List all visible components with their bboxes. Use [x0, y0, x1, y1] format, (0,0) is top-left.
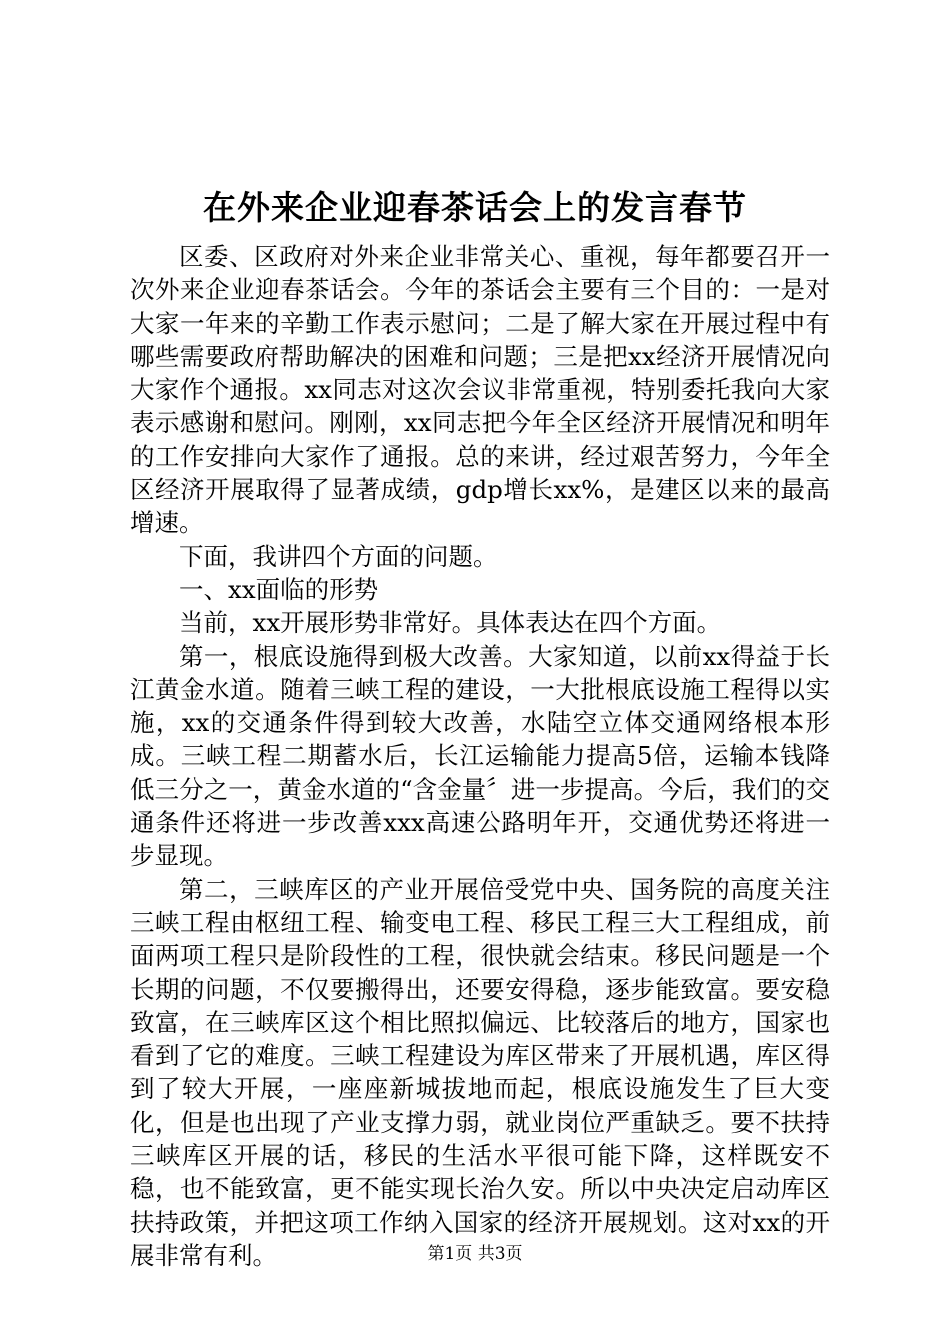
- paragraph-intro: 区委、区政府对外来企业非常关心、重视，每年都要召开一次外来企业迎春茶话会。今年的茶话会主要有三个目的：一是对大家一年来的辛勤工作表示慰问；二是了解大家在开展过程中有哪些需要政府帮助解决的困难和问题；三是把xx经济开展情况向大家作个通报。xx同志对这次会议非常重视，特别委托我向大家表示感谢和慰问。刚刚，xx同志把今年全区经济开展情况和明年的工作安排向大家作了通报。总的来讲，经过艰苦努力，今年全区经济开展取得了显著成绩，gdp增长xx%，是建区以来的最高增速。: [130, 242, 830, 538]
- document-body: [130, 240, 830, 1272]
- paragraph-point-2: 第二，三峡库区的产业开展倍受党中央、国务院的高度关注三峡工程由枢纽工程、输变电工程、移民工程三大工程组成，前面两项工程只是阶段性的工程，很快就会结束。移民问题是一个长期的问题，不仅要搬得出，还要安得稳，逐步能致富。要安稳致富，在三峡库区这个相比照拟偏远、比较落后的地方，国家也看到了它的难度。三峡工程建设为库区带来了开展机遇，库区得到了较大开展，一座座新城拔地而起，根底设施发生了巨大变化，但是也出现了产业支撑力弱，就业岗位严重缺乏。要不扶持三峡库区开展的话，移民的生活水平很可能下降，这样既安不稳，也不能致富，更不能实现长治久安。所以中央决定启动库区扶持政策，并把这项工作纳入国家的经济开展规划。这对xx的开展非常有利。: [130, 874, 830, 1270]
- document-title: 在外来企业迎春茶话会上的发言春节: [203, 188, 747, 227]
- section-heading-1: 一、xx面临的形势: [179, 574, 379, 604]
- paragraph-situation: 当前，xx开展形势非常好。具体表达在四个方面。: [179, 608, 722, 638]
- paragraph-point-1: 第一，根底设施得到极大改善。大家知道，以前xx得益于长江黄金水道。随着三峡工程的建设，一大批根底设施工程得以实施，xx的交通条件得到较大改善，水陆空立体交通网络根本形成。三峡工程二期蓄水后，长江运输能力提高5倍，运输本钱降低三分之一，黄金水道的“含金量〞进一步提高。今后，我们的交通条件还将进一步改善xxx高速公路明年开，交通优势还将进一步显现。: [130, 641, 830, 871]
- page-footer: 第1页 共3页: [427, 1244, 523, 1264]
- paragraph-outline: 下面，我讲四个方面的问题。: [179, 541, 498, 571]
